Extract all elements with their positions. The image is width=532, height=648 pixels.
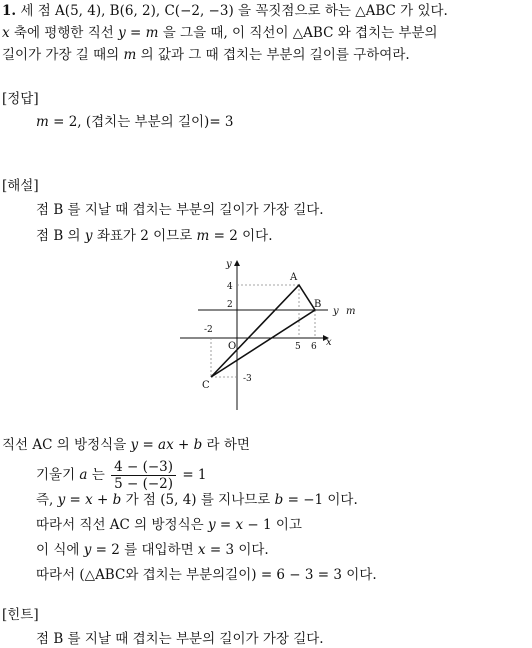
hint-header: [힌트]: [2, 607, 39, 623]
text: = 1: [178, 467, 207, 483]
coordinate-figure: [0, 255, 532, 415]
origin-label: O: [228, 341, 237, 352]
text: 따라서 직선 AC 의 방정식은: [36, 517, 208, 533]
text: =: [125, 25, 146, 41]
x-axis-label: x: [326, 337, 332, 348]
text: 축에 평행한 직선: [9, 25, 119, 41]
solution-line-3: [2, 436, 250, 454]
text: = 3 이다.: [205, 542, 269, 558]
var-m: m: [123, 47, 137, 63]
solution-header: [해설]: [2, 178, 39, 194]
text: 길이가 가장 길 때의: [2, 47, 124, 63]
tick-5: 5: [295, 342, 301, 352]
text: 좌표가 2 이므로: [92, 228, 197, 244]
tick-2: 2: [227, 300, 233, 310]
text: 즉,: [36, 492, 58, 508]
line-label-m: m: [346, 306, 356, 317]
problem-line-2: [2, 24, 438, 42]
equation: y = ax + b: [130, 437, 203, 453]
tick-4: 4: [227, 282, 233, 292]
text: 는: [87, 467, 110, 483]
var-y: y: [84, 228, 93, 244]
answer-line: [36, 113, 234, 131]
solution-line-4: [36, 459, 207, 492]
var-y: y: [118, 25, 126, 41]
text: 기울기: [36, 467, 80, 483]
text: 이 식에: [36, 542, 84, 558]
equation: y = x: [207, 517, 244, 533]
text: = 2 를 대입하면: [91, 542, 198, 558]
problem-number: 1.: [2, 3, 17, 19]
var-m: m: [36, 114, 49, 130]
point-b-label: B: [314, 299, 322, 310]
text: 라 하면: [202, 437, 250, 453]
var-m: m: [145, 25, 159, 41]
text: 가 점 (5, 4) 를 지나므로: [121, 492, 275, 508]
tick-minus-2: -2: [204, 325, 213, 335]
line-label-y: y: [333, 306, 339, 317]
problem-text-1: 세 점 A(5, 4), B(6, 2), C(−2, −3) 을 꼭짓점으로 하는 △ABC 가 있다.: [20, 3, 448, 19]
var-x: x: [197, 542, 206, 558]
solution-line-6: [36, 516, 302, 534]
var-y: y: [83, 542, 92, 558]
answer-header: [정답]: [2, 91, 39, 107]
text: = 2 이다.: [209, 228, 273, 244]
fraction-numerator: 4 − (−3): [111, 459, 176, 476]
text: 직선 AC 의 방정식을: [2, 437, 131, 453]
answer-text: = 2, (겹치는 부분의 길이)= 3: [48, 114, 234, 130]
slope-fraction: [111, 459, 176, 492]
var-a: a: [79, 467, 88, 483]
problem-line-1: [2, 2, 448, 20]
point-a-label: A: [290, 272, 298, 283]
text: − 1 이고: [243, 517, 302, 533]
tick-6: 6: [311, 342, 317, 352]
text: = −1 이다.: [283, 492, 358, 508]
text: 의 값과 그 때 겹치는 부분의 길이를 구하여라.: [136, 47, 410, 63]
solution-line-7: [36, 541, 269, 559]
hint-text: 점 B 를 지날 때 겹치는 부분의 길이가 가장 길다.: [36, 631, 324, 647]
text: 을 그을 때, 이 직선이 △ABC 와 겹치는 부분의: [158, 25, 438, 41]
var-b: b: [274, 492, 284, 508]
var-m: m: [196, 228, 210, 244]
tick-minus-3: -3: [243, 374, 252, 384]
solution-line-8: 따라서 (△ABC와 겹치는 부분의길이) = 6 − 3 = 3 이다.: [36, 567, 377, 583]
solution-line-2: [36, 227, 273, 245]
solution-line-1: 점 B 를 지날 때 겹치는 부분의 길이가 가장 길다.: [36, 202, 324, 218]
problem-line-3: [2, 46, 410, 64]
equation: y = x + b: [57, 492, 122, 508]
text: 점 B 의: [36, 228, 85, 244]
var-x: x: [2, 25, 10, 41]
y-axis-label: y: [226, 259, 232, 270]
fraction-denominator: 5 − (−2): [114, 476, 174, 492]
point-c-label: C: [202, 380, 210, 391]
solution-line-5: [36, 491, 358, 509]
